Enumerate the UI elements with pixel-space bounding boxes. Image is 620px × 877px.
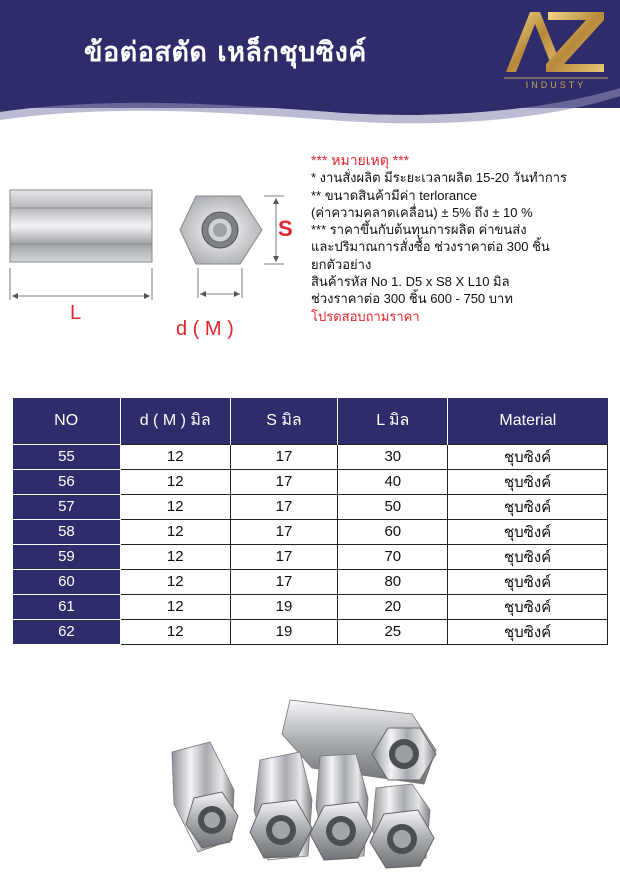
notes-block (311, 152, 616, 325)
dimension-label-d: d ( M ) (176, 318, 234, 340)
table-row (13, 544, 608, 569)
cell-l: 25 (338, 619, 448, 644)
dimension-label-l: L (70, 302, 82, 324)
cell-material: ชุบซิงค์ (448, 494, 608, 519)
photo-nut-4 (370, 784, 434, 868)
table-row (13, 569, 608, 594)
cell-material: ชุบซิงค์ (448, 469, 608, 494)
cell-s: 17 (230, 469, 338, 494)
note-line: ยกตัวอย่าง (311, 256, 372, 272)
note-line: และปริมาณการสั่งซื้อ ช่วงราคาต่อ 300 ชิ้น (311, 239, 550, 255)
cell-l: 40 (338, 469, 448, 494)
product-drawing (0, 150, 305, 350)
cell-no: 61 (13, 594, 121, 619)
cell-s: 19 (230, 594, 338, 619)
notes-title: *** หมายเหตุ *** (311, 152, 410, 168)
cell-s: 17 (230, 544, 338, 569)
cell-d: 12 (120, 444, 230, 469)
table-row (13, 519, 608, 544)
note-line: สินค้ารหัส No 1. D5 x S8 X L10 มิล (311, 274, 510, 290)
cell-no: 62 (13, 619, 121, 644)
cell-s: 17 (230, 569, 338, 594)
page-title: ข้อต่อสตัด เหล็กชุบซิงค์ (84, 37, 367, 68)
cell-l: 50 (338, 494, 448, 519)
note-line: ** ขนาดสินค้ามีค่า terlorance (311, 187, 478, 203)
cell-s: 17 (230, 519, 338, 544)
cell-d: 12 (120, 519, 230, 544)
logo-subtitle: INDUSTY (525, 80, 587, 90)
cell-l: 20 (338, 594, 448, 619)
note-line: * งานสั่งผลิต มีระยะเวลาผลิต 15-20 วันทำการ (311, 170, 567, 186)
cell-material: ชุบซิงค์ (448, 444, 608, 469)
note-line: (ค่าความคลาดเคลื่อน) ± 5% ถึง ± 10 % (311, 204, 533, 220)
cell-material: ชุบซิงค์ (448, 594, 608, 619)
table-row (13, 594, 608, 619)
cell-material: ชุบซิงค์ (448, 569, 608, 594)
cell-s: 17 (230, 444, 338, 469)
header-l: L มิล (338, 398, 448, 444)
cell-material: ชุบซิงค์ (448, 544, 608, 569)
cell-no: 59 (13, 544, 121, 569)
cell-material: ชุบซิงค์ (448, 619, 608, 644)
header-material: Material (448, 398, 608, 444)
cell-no: 60 (13, 569, 121, 594)
cell-no: 56 (13, 469, 121, 494)
cell-d: 12 (120, 544, 230, 569)
cell-no: 57 (13, 494, 121, 519)
cell-d: 12 (120, 494, 230, 519)
header-d: d ( M ) มิล (120, 398, 230, 444)
dimension-label-s: S (278, 216, 293, 241)
product-photo (150, 680, 470, 877)
contact-note: โปรดสอบถามราคา (311, 308, 420, 324)
note-line: *** ราคาขึ้นกับต้นทุนการผลิต ค่าขนส่ง (311, 222, 527, 238)
spec-table (12, 398, 608, 645)
cell-no: 58 (13, 519, 121, 544)
table-row (13, 619, 608, 644)
note-line: ช่วงราคาต่อ 300 ชิ้น 600 - 750 บาท (311, 291, 513, 307)
photo-nut-1 (172, 742, 238, 852)
table-row (13, 469, 608, 494)
cell-l: 60 (338, 519, 448, 544)
cell-d: 12 (120, 469, 230, 494)
header-s: S มิล (230, 398, 338, 444)
table-row (13, 444, 608, 469)
cell-l: 30 (338, 444, 448, 469)
cell-s: 17 (230, 494, 338, 519)
cell-l: 70 (338, 544, 448, 569)
table-row (13, 494, 608, 519)
photo-nut-2 (250, 752, 312, 860)
cell-d: 12 (120, 619, 230, 644)
cell-d: 12 (120, 569, 230, 594)
header-no: NO (13, 398, 121, 444)
cell-no: 55 (13, 444, 121, 469)
table-header-row (13, 398, 608, 444)
cell-d: 12 (120, 594, 230, 619)
cell-material: ชุบซิงค์ (448, 519, 608, 544)
side-view-nut (10, 190, 152, 262)
end-view-nut (180, 196, 262, 264)
cell-l: 80 (338, 569, 448, 594)
cell-s: 19 (230, 619, 338, 644)
